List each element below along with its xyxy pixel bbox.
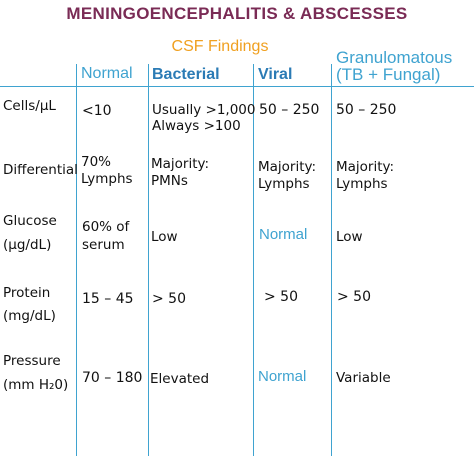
row-label-protein-unit: (mg/dL) [3,308,56,324]
cell-glucose-viral: Normal [259,226,308,243]
cell-differential-normal-1: 70% [81,154,112,170]
column-divider-1 [76,64,77,456]
cell-cells-bacterial-2: Always >100 [152,118,241,134]
row-label-glucose: Glucose [3,213,57,229]
cell-cells-viral: 50 – 250 [259,102,320,118]
cell-protein-normal: 15 – 45 [82,291,134,307]
cell-protein-granulomatous: > 50 [337,289,371,305]
cell-cells-granulomatous: 50 – 250 [336,102,397,118]
row-label-cells: Cells/µL [3,98,56,114]
cell-cells-normal: <10 [82,103,112,119]
cell-differential-viral-2: Lymphs [258,176,310,192]
row-label-glucose-unit: (µg/dL) [3,237,52,253]
column-divider-3 [253,64,254,456]
row-label-pressure-unit: (mm H₂0) [3,377,69,393]
column-header-viral: Viral [258,66,293,83]
column-header-bacterial: Bacterial [152,66,220,83]
cell-differential-viral-1: Majority: [258,159,317,175]
cell-differential-normal-2: Lymphs [81,171,133,187]
cell-pressure-bacterial: Elevated [150,371,210,387]
row-label-differential: Differential [3,162,78,178]
cell-pressure-granulomatous: Variable [336,370,391,386]
column-header-normal: Normal [81,65,133,82]
cell-glucose-granulomatous: Low [336,229,363,245]
column-header-granulomatous: Granulomatous [336,48,453,67]
column-header-granulomatous-sub: (TB + Fungal) [336,65,441,84]
row-label-protein: Protein [3,285,51,301]
table-subtitle: CSF Findings [171,38,269,55]
cell-pressure-normal: 70 – 180 [82,370,143,386]
cell-differential-granulomatous-1: Majority: [336,159,395,175]
cell-glucose-bacterial: Low [151,229,178,245]
header-divider [0,86,474,87]
cell-glucose-normal-1: 60% of [82,219,130,235]
cell-protein-bacterial: > 50 [152,291,186,307]
cell-differential-granulomatous-2: Lymphs [336,176,388,192]
cell-cells-bacterial-1: Usually >1,000 [152,102,256,118]
row-label-pressure: Pressure [3,353,61,369]
column-divider-2 [148,64,149,456]
cell-pressure-viral: Normal [258,368,307,385]
cell-differential-bacterial-2: PMNs [151,173,188,189]
page-title: MENINGOENCEPHALITIS & ABSCESSES [66,4,408,23]
cell-differential-bacterial-1: Majority: [151,156,210,172]
cell-protein-viral: > 50 [264,289,298,305]
cell-glucose-normal-2: serum [82,237,125,253]
column-divider-4 [331,64,332,456]
